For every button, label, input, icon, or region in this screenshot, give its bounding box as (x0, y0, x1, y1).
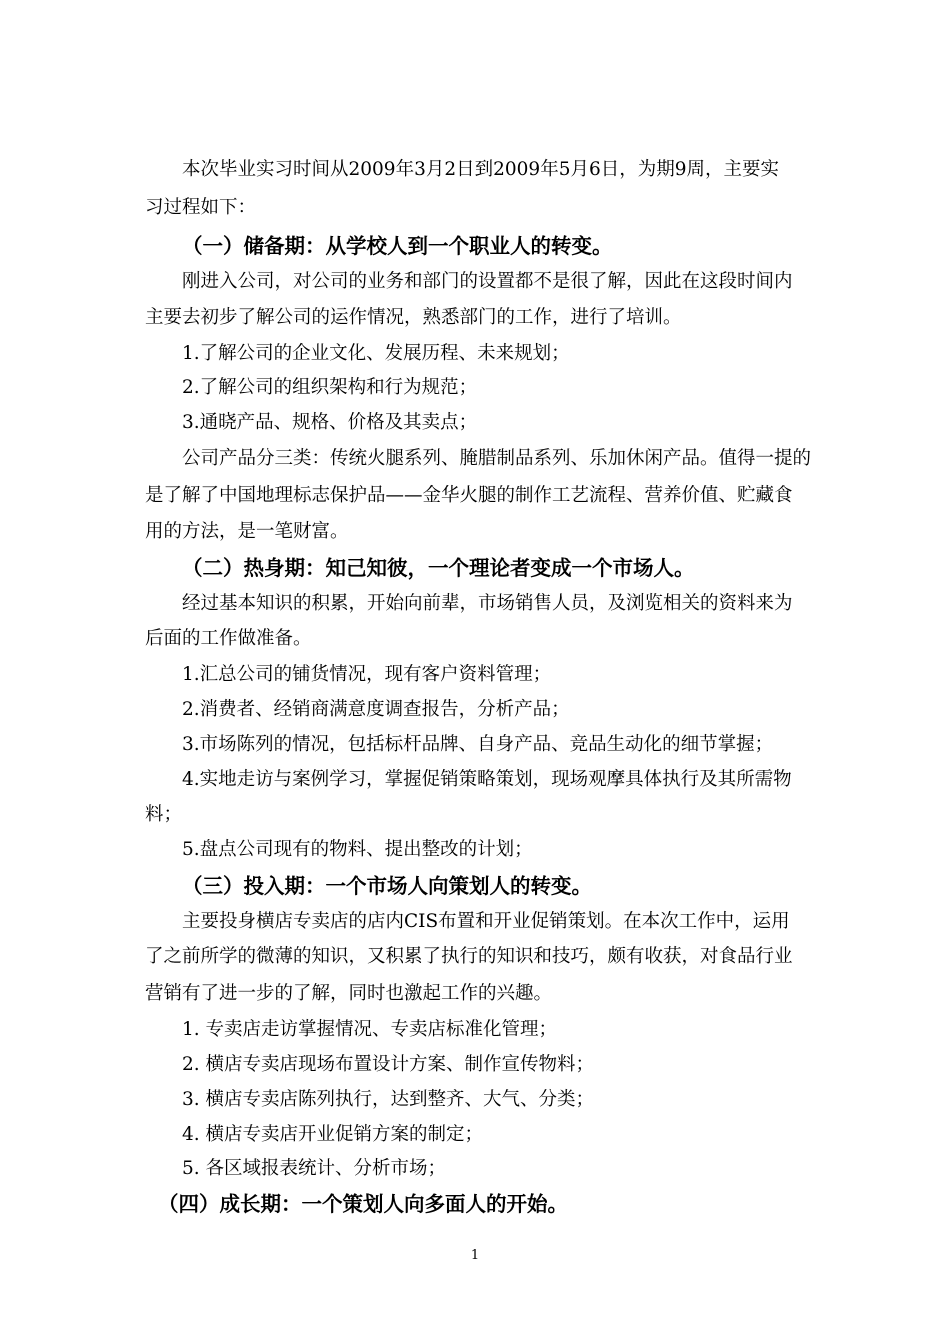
section-3-list-item: 5. 各区域报表统计、分析市场； (182, 1158, 447, 1179)
section-2-list-item: 5.盘点公司现有的物料、提出整改的计划； (182, 839, 533, 860)
section-1-para-2-line-1: 公司产品分三类：传统火腿系列、腌腊制品系列、乐加休闲产品。值得一提的 (182, 448, 812, 469)
section-3-list-item: 3. 横店专卖店陈列执行，达到整齐、大气、分类； (182, 1089, 595, 1110)
section-1-para-1-line-1: 刚进入公司，对公司的业务和部门的设置都不是很了解，因此在这段时间内 (182, 271, 793, 292)
section-1-list-item: 2.了解公司的组织架构和行为规范； (182, 377, 478, 398)
section-3-para-line-1: 主要投身横店专卖店的店内CIS布置和开业促销策划。在本次工作中，运用 (182, 911, 790, 932)
page-number: 1 (470, 1248, 480, 1263)
section-2-para-line-2: 后面的工作做准备。 (145, 628, 312, 649)
section-1-heading: （一）储备期：从学校人到一个职业人的转变。 (182, 234, 613, 258)
section-3-list-item: 1. 专卖店走访掌握情况、专卖店标准化管理； (182, 1019, 558, 1040)
section-4-heading: （四）成长期：一个策划人向多面人的开始。 (158, 1192, 568, 1216)
section-2-list-item: 2.消费者、经销商满意度调查报告，分析产品； (182, 699, 570, 720)
intro-line-2: 习过程如下： (145, 197, 257, 218)
section-1-para-2-line-2: 是了解了中国地理标志保护品——金华火腿的制作工艺流程、营养价值、贮藏食 (145, 485, 793, 506)
section-2-para-line-1: 经过基本知识的积累，开始向前辈，市场销售人员，及浏览相关的资料来为 (182, 593, 793, 614)
section-2-list-item: 3.市场陈列的情况，包括标杆品牌、自身产品、竞品生动化的细节掌握； (182, 734, 774, 755)
section-2-list-item-continuation: 料； (145, 804, 183, 825)
intro-line-1: 本次毕业实习时间从2009年3月2日到2009年5月6日，为期9周，主要实 (182, 159, 780, 180)
section-1-list-item: 3.通晓产品、规格、价格及其卖点； (182, 412, 478, 433)
section-2-list-item: 1.汇总公司的铺货情况，现有客户资料管理； (182, 664, 552, 685)
section-3-list-item: 2. 横店专卖店现场布置设计方案、制作宣传物料； (182, 1054, 595, 1075)
section-3-para-line-2: 了之前所学的微薄的知识，又积累了执行的知识和技巧，颇有收获，对食品行业 (145, 946, 793, 967)
section-2-heading: （二）热身期：知己知彼，一个理论者变成一个市场人。 (182, 556, 695, 580)
section-2-list-item: 4.实地走访与案例学习，掌握促销策略策划，现场观摩具体执行及其所需物 (182, 769, 792, 790)
section-1-para-2-line-3: 用的方法，是一笔财富。 (145, 521, 349, 542)
section-3-heading: （三）投入期：一个市场人向策划人的转变。 (182, 874, 592, 898)
section-1-para-1-line-2: 主要去初步了解公司的运作情况，熟悉部门的工作，进行了培训。 (145, 307, 682, 328)
section-3-list-item: 4. 横店专卖店开业促销方案的制定； (182, 1124, 484, 1145)
section-1-list-item: 1.了解公司的企业文化、发展历程、未来规划； (182, 343, 570, 364)
section-3-para-line-3: 营销有了进一步的了解，同时也激起工作的兴趣。 (145, 983, 553, 1004)
